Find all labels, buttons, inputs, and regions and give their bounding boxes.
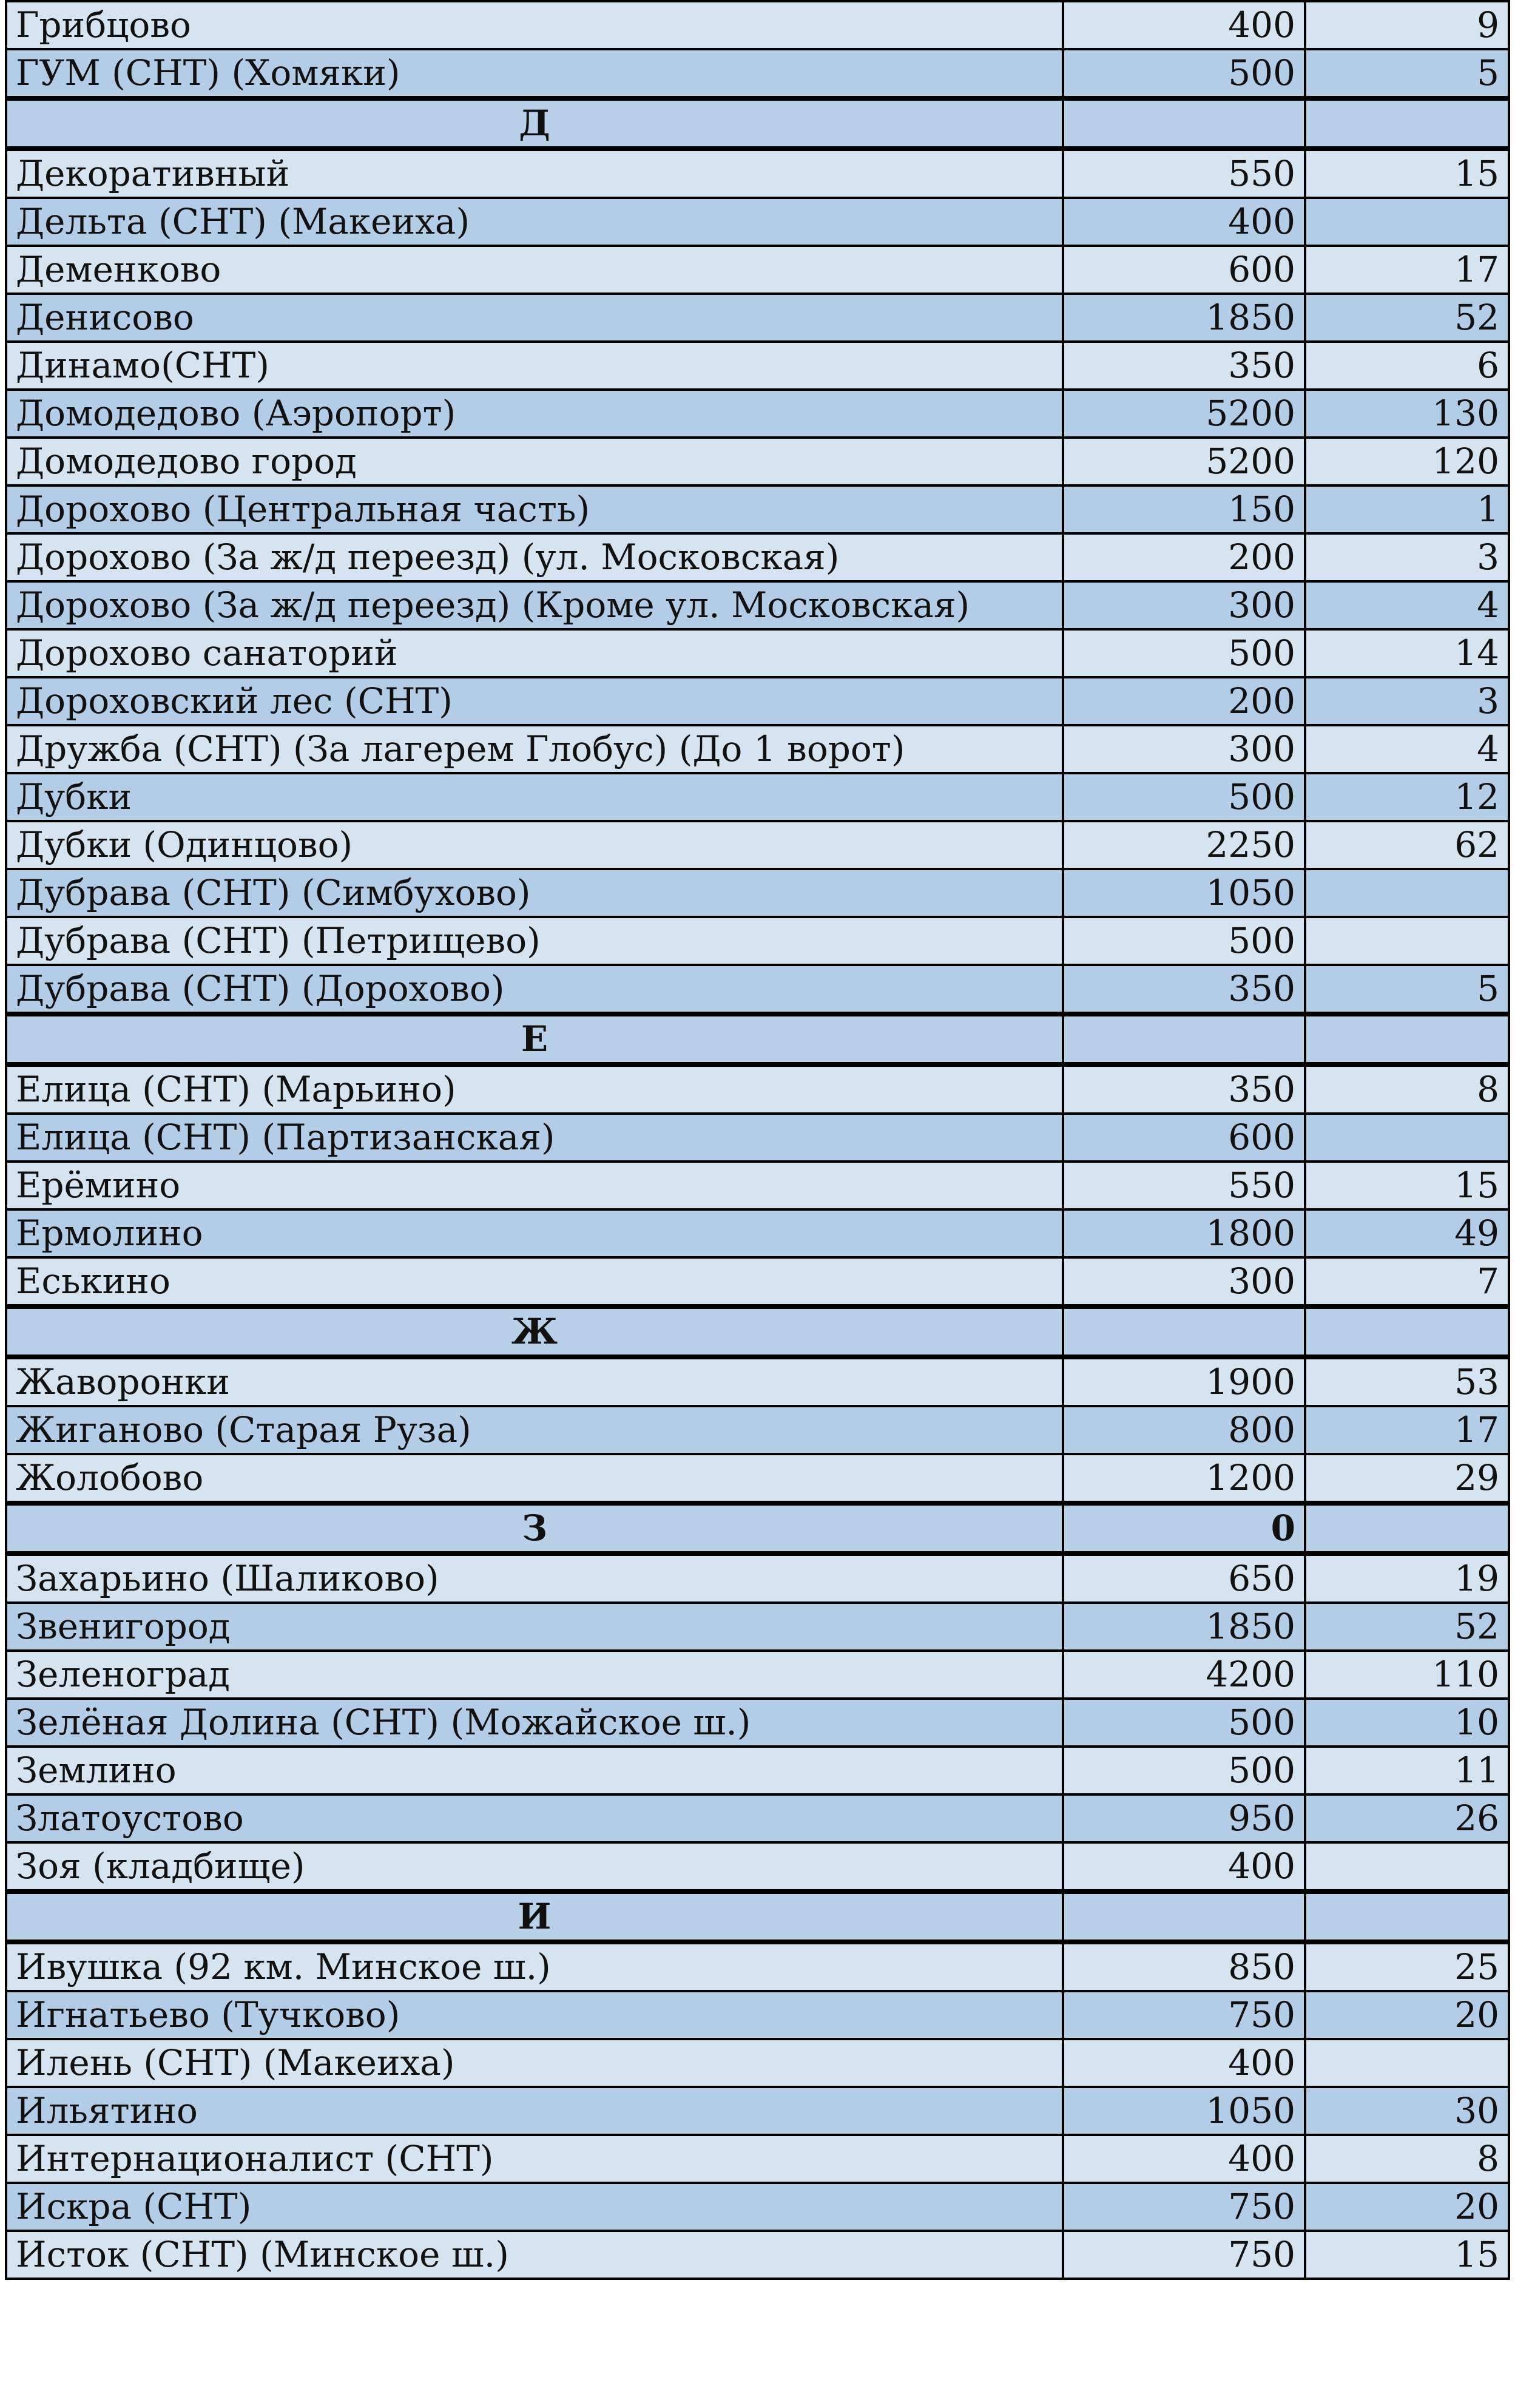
price-cell: 400 <box>1063 2135 1305 2183</box>
table-row <box>6 1114 1509 1162</box>
location-name-cell: Жолобово <box>6 1454 1063 1503</box>
days-cell <box>1305 917 1509 965</box>
location-name-cell: Дороховский лес (СНТ) <box>6 677 1063 725</box>
location-name-cell: Декоративный <box>6 149 1063 198</box>
price-cell: 500 <box>1063 629 1305 677</box>
letter-header-row <box>6 1503 1509 1554</box>
letter-header-row <box>6 1892 1509 1942</box>
price-cell: 300 <box>1063 581 1305 629</box>
table-row <box>6 1257 1509 1307</box>
days-cell: 3 <box>1305 677 1509 725</box>
price-cell: 200 <box>1063 677 1305 725</box>
days-cell <box>1305 1503 1509 1554</box>
location-name-cell: Исток (СНТ) (Минское ш.) <box>6 2231 1063 2279</box>
location-name-cell: Интернационалист (СНТ) <box>6 2135 1063 2183</box>
location-name-cell: Зеленоград <box>6 1651 1063 1699</box>
days-cell: 20 <box>1305 1991 1509 2039</box>
days-cell: 9 <box>1305 1 1509 49</box>
days-cell: 20 <box>1305 2183 1509 2231</box>
days-cell <box>1305 869 1509 917</box>
days-cell: 5 <box>1305 49 1509 98</box>
price-cell: 600 <box>1063 1114 1305 1162</box>
price-cell: 4200 <box>1063 1651 1305 1699</box>
price-cell: 300 <box>1063 1257 1305 1307</box>
location-name-cell: Денисово <box>6 294 1063 342</box>
price-cell: 0 <box>1063 1503 1305 1554</box>
location-name-cell: Дубки <box>6 773 1063 821</box>
price-cell: 5200 <box>1063 438 1305 485</box>
days-cell: 49 <box>1305 1209 1509 1257</box>
location-name-cell: Зелёная Долина (СНТ) (Можайское ш.) <box>6 1699 1063 1747</box>
days-cell: 62 <box>1305 821 1509 869</box>
price-cell: 1900 <box>1063 1357 1305 1406</box>
table-row <box>6 2039 1509 2087</box>
days-cell: 26 <box>1305 1794 1509 1842</box>
letter-header-row <box>6 1014 1509 1064</box>
price-cell: 5200 <box>1063 390 1305 438</box>
days-cell: 130 <box>1305 390 1509 438</box>
price-cell: 2250 <box>1063 821 1305 869</box>
price-cell: 1200 <box>1063 1454 1305 1503</box>
days-cell: 53 <box>1305 1357 1509 1406</box>
price-cell: 1850 <box>1063 294 1305 342</box>
price-cell: 350 <box>1063 965 1305 1014</box>
location-name-cell: Дубрава (СНТ) (Петрищево) <box>6 917 1063 965</box>
price-cell: 550 <box>1063 149 1305 198</box>
price-cell: 750 <box>1063 1991 1305 2039</box>
location-name-cell: Жаворонки <box>6 1357 1063 1406</box>
location-name-cell: Дорохово (За ж/д переезд) (Кроме ул. Московская) <box>6 581 1063 629</box>
days-cell: 52 <box>1305 294 1509 342</box>
price-cell: 600 <box>1063 246 1305 294</box>
letter-header: З <box>6 1503 1063 1554</box>
table-row <box>6 1942 1509 1991</box>
price-cell: 400 <box>1063 1842 1305 1892</box>
price-cell <box>1063 1892 1305 1942</box>
table-row <box>6 1 1509 49</box>
location-name-cell: Динамо(СНТ) <box>6 342 1063 390</box>
days-cell <box>1305 98 1509 149</box>
location-name-cell: Дорохово санаторий <box>6 629 1063 677</box>
letter-header-row <box>6 98 1509 149</box>
table-row <box>6 1406 1509 1454</box>
price-cell: 1050 <box>1063 2087 1305 2135</box>
days-cell: 15 <box>1305 1162 1509 1209</box>
table-row <box>6 773 1509 821</box>
price-cell: 500 <box>1063 49 1305 98</box>
days-cell <box>1305 1307 1509 1357</box>
days-cell: 25 <box>1305 1942 1509 1991</box>
days-cell: 52 <box>1305 1603 1509 1651</box>
location-name-cell: Ермолино <box>6 1209 1063 1257</box>
location-name-cell: Игнатьево (Тучково) <box>6 1991 1063 2039</box>
price-cell <box>1063 98 1305 149</box>
letter-header: Ж <box>6 1307 1063 1357</box>
table-row <box>6 1651 1509 1699</box>
price-cell: 350 <box>1063 342 1305 390</box>
days-cell <box>1305 2039 1509 2087</box>
price-cell: 500 <box>1063 917 1305 965</box>
days-cell: 1 <box>1305 485 1509 533</box>
table-row <box>6 342 1509 390</box>
days-cell: 30 <box>1305 2087 1509 2135</box>
location-name-cell: Илень (СНТ) (Макеиха) <box>6 2039 1063 2087</box>
location-name-cell: Захарьино (Шаликово) <box>6 1554 1063 1603</box>
letter-header: Е <box>6 1014 1063 1064</box>
days-cell: 8 <box>1305 1064 1509 1114</box>
table-row <box>6 629 1509 677</box>
days-cell <box>1305 1842 1509 1892</box>
table-row <box>6 2087 1509 2135</box>
days-cell: 5 <box>1305 965 1509 1014</box>
days-cell <box>1305 1892 1509 1942</box>
location-name-cell: Жиганово (Старая Руза) <box>6 1406 1063 1454</box>
price-cell: 1050 <box>1063 869 1305 917</box>
days-cell <box>1305 1114 1509 1162</box>
table-row <box>6 1357 1509 1406</box>
days-cell: 4 <box>1305 725 1509 773</box>
price-cell: 500 <box>1063 773 1305 821</box>
price-cell: 850 <box>1063 1942 1305 1991</box>
location-name-cell: ГУМ (СНТ) (Хомяки) <box>6 49 1063 98</box>
table-row <box>6 917 1509 965</box>
location-name-cell: Елица (СНТ) (Марьино) <box>6 1064 1063 1114</box>
days-cell: 8 <box>1305 2135 1509 2183</box>
price-cell: 950 <box>1063 1794 1305 1842</box>
days-cell: 3 <box>1305 533 1509 581</box>
table-row <box>6 677 1509 725</box>
table-row <box>6 485 1509 533</box>
price-cell: 400 <box>1063 2039 1305 2087</box>
price-cell: 500 <box>1063 1747 1305 1794</box>
table-row <box>6 1842 1509 1892</box>
table-row <box>6 1699 1509 1747</box>
table-row <box>6 1064 1509 1114</box>
price-cell: 750 <box>1063 2231 1305 2279</box>
location-name-cell: Землино <box>6 1747 1063 1794</box>
table-row <box>6 1991 1509 2039</box>
days-cell <box>1305 1014 1509 1064</box>
table-row <box>6 869 1509 917</box>
table-row <box>6 1209 1509 1257</box>
table-row <box>6 1162 1509 1209</box>
location-name-cell: Грибцово <box>6 1 1063 49</box>
price-cell: 1850 <box>1063 1603 1305 1651</box>
location-name-cell: Дельта (СНТ) (Макеиха) <box>6 198 1063 246</box>
price-cell: 300 <box>1063 725 1305 773</box>
table-row <box>6 246 1509 294</box>
days-cell: 10 <box>1305 1699 1509 1747</box>
table-row <box>6 390 1509 438</box>
days-cell: 110 <box>1305 1651 1509 1699</box>
days-cell: 17 <box>1305 1406 1509 1454</box>
table-row <box>6 821 1509 869</box>
price-cell: 400 <box>1063 1 1305 49</box>
location-name-cell: Еськино <box>6 1257 1063 1307</box>
days-cell: 14 <box>1305 629 1509 677</box>
table-row <box>6 438 1509 485</box>
days-cell: 15 <box>1305 2231 1509 2279</box>
price-cell: 350 <box>1063 1064 1305 1114</box>
location-name-cell: Дубрава (СНТ) (Симбухово) <box>6 869 1063 917</box>
table-row <box>6 2135 1509 2183</box>
location-name-cell: Дубки (Одинцово) <box>6 821 1063 869</box>
table-row <box>6 49 1509 98</box>
table-row <box>6 1603 1509 1651</box>
price-cell: 500 <box>1063 1699 1305 1747</box>
letter-header: Д <box>6 98 1063 149</box>
location-name-cell: Дубрава (СНТ) (Дорохово) <box>6 965 1063 1014</box>
table-row <box>6 725 1509 773</box>
days-cell: 12 <box>1305 773 1509 821</box>
location-name-cell: Домодедово (Аэропорт) <box>6 390 1063 438</box>
days-cell: 17 <box>1305 246 1509 294</box>
price-table <box>5 0 1510 2280</box>
table-row <box>6 1747 1509 1794</box>
table-row <box>6 1794 1509 1842</box>
location-name-cell: Дорохово (Центральная часть) <box>6 485 1063 533</box>
letter-header-row <box>6 1307 1509 1357</box>
days-cell <box>1305 198 1509 246</box>
table-row <box>6 581 1509 629</box>
days-cell: 120 <box>1305 438 1509 485</box>
location-name-cell: Ильятино <box>6 2087 1063 2135</box>
days-cell: 7 <box>1305 1257 1509 1307</box>
price-cell: 650 <box>1063 1554 1305 1603</box>
location-name-cell: Дружба (СНТ) (За лагерем Глобус) (До 1 ворот) <box>6 725 1063 773</box>
price-cell: 150 <box>1063 485 1305 533</box>
price-cell: 550 <box>1063 1162 1305 1209</box>
table-row <box>6 2183 1509 2231</box>
table-row <box>6 198 1509 246</box>
price-cell: 750 <box>1063 2183 1305 2231</box>
table-row <box>6 1554 1509 1603</box>
location-name-cell: Елица (СНТ) (Партизанская) <box>6 1114 1063 1162</box>
table-row <box>6 533 1509 581</box>
table-row <box>6 2231 1509 2279</box>
location-name-cell: Зоя (кладбище) <box>6 1842 1063 1892</box>
table-row <box>6 294 1509 342</box>
days-cell: 4 <box>1305 581 1509 629</box>
days-cell: 19 <box>1305 1554 1509 1603</box>
location-name-cell: Ивушка (92 км. Минское ш.) <box>6 1942 1063 1991</box>
price-cell: 400 <box>1063 198 1305 246</box>
location-name-cell: Златоустово <box>6 1794 1063 1842</box>
location-name-cell: Звенигород <box>6 1603 1063 1651</box>
location-name-cell: Ерёмино <box>6 1162 1063 1209</box>
table-body <box>6 1 1509 2279</box>
price-cell <box>1063 1014 1305 1064</box>
letter-header: И <box>6 1892 1063 1942</box>
location-name-cell: Дорохово (За ж/д переезд) (ул. Московская) <box>6 533 1063 581</box>
table-row <box>6 965 1509 1014</box>
days-cell: 11 <box>1305 1747 1509 1794</box>
location-name-cell: Деменково <box>6 246 1063 294</box>
price-cell: 200 <box>1063 533 1305 581</box>
table-row <box>6 149 1509 198</box>
location-name-cell: Домодедово город <box>6 438 1063 485</box>
table-row <box>6 1454 1509 1503</box>
location-name-cell: Искра (СНТ) <box>6 2183 1063 2231</box>
days-cell: 15 <box>1305 149 1509 198</box>
price-cell: 800 <box>1063 1406 1305 1454</box>
days-cell: 6 <box>1305 342 1509 390</box>
price-cell <box>1063 1307 1305 1357</box>
days-cell: 29 <box>1305 1454 1509 1503</box>
price-cell: 1800 <box>1063 1209 1305 1257</box>
